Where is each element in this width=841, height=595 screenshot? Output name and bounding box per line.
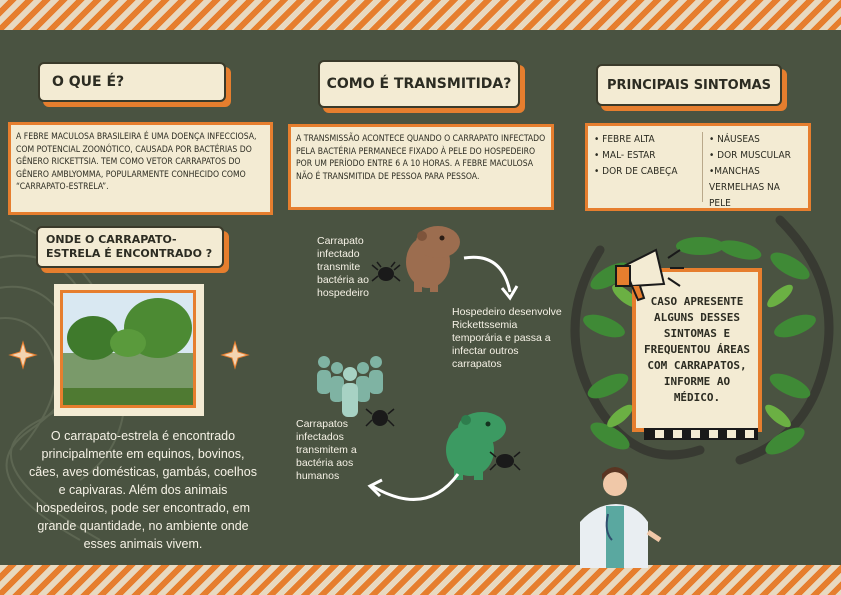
symptom-item: • DOR MUSCULAR [709, 150, 791, 161]
symptom-item: • MAL- ESTAR [594, 150, 656, 161]
symptom-item: • DOR DE CABEÇA [594, 166, 678, 177]
tick-icon [372, 262, 400, 286]
cycle-step-1: Carrapato infectado transmite bactéria ao hospedeiro [317, 235, 369, 299]
doctor-illustration [560, 462, 660, 568]
symptom-item: • NÁUSEAS [709, 134, 760, 145]
transmission-heading: COMO É TRANSMITIDA? [318, 60, 520, 108]
symptom-item: •MANCHAS VERMELHAS NA PELE [709, 166, 780, 209]
tick-icon [490, 448, 520, 474]
bottom-stripe-border [0, 565, 841, 595]
cycle-arrow-icon [462, 252, 522, 302]
megaphone-icon [612, 244, 688, 304]
cycle-step-2: Hospedeiro desenvolve Rickettssemia temporária e passa a infectar outros carrapatos [452, 306, 562, 370]
sparkle-icon [222, 342, 248, 368]
cycle-arrow-icon [366, 470, 462, 510]
cycle-step-3: Carrapatos infectados transmitem a bactéria aos humanos [296, 418, 357, 482]
where-found-heading: ONDE O CARRAPATO-ESTRELA É ENCONTRADO ? [36, 226, 224, 268]
symptoms-right-list [709, 132, 802, 209]
what-is-heading: O QUE É? [38, 62, 226, 102]
symptoms-box [585, 123, 811, 211]
transmission-text: A TRANSMISSÃO ACONTECE QUANDO O CARRAPATO INFECTADO PELA BACTÉRIA PERMANECE FIXADO À PELE DO HOSPEDEIRO POR UM PERÍODO ENTRE 6 A 10 HORAS. A FEBRE MACULOSA NÃO É TRANSMITIDA DE PESSOA PARA PESSOA. [288, 124, 554, 210]
river-photo [60, 290, 196, 408]
tick-icon [366, 404, 394, 432]
capybara-icon [398, 222, 464, 292]
sparkle-icon [10, 342, 36, 368]
what-is-text: A FEBRE MACULOSA BRASILEIRA É UMA DOENÇA INFECCIOSA, COM POTENCIAL ZOONÓTICO, CAUSADA POR BACTÉRIAS DO GÊNERO RICKETTSIA. TEM COMO VETOR CARRAPATOS DO GÊNERO AMBLYOMMA, POPULARMENTE CONHECIDO COMO “CARRAPATO-ESTRELA”. [8, 122, 273, 215]
top-stripe-border [0, 0, 841, 30]
photo-frame [54, 284, 204, 416]
symptom-item: • FEBRE ALTA [594, 134, 655, 145]
symptoms-heading: PRINCIPAIS SINTOMAS [596, 64, 782, 106]
alert-message: CASO APRESENTE ALGUNS DESSES SINTOMAS E FREQUENTOU ÁREAS COM CARRAPATOS, INFORME AO MÉDICO. [632, 268, 762, 432]
symptoms-divider [702, 132, 703, 202]
caution-tape [644, 428, 758, 440]
symptoms-left-list [594, 132, 696, 202]
where-found-text: O carrapato-estrela é encontrado principalmente em equinos, bovinos, cães, aves domésticas, gambás, coelhos e capivaras. Além dos animais hospedeiros, pode ser encontrado, em grande quantidade, no ambiente onde esses animais vivem. [29, 429, 257, 551]
